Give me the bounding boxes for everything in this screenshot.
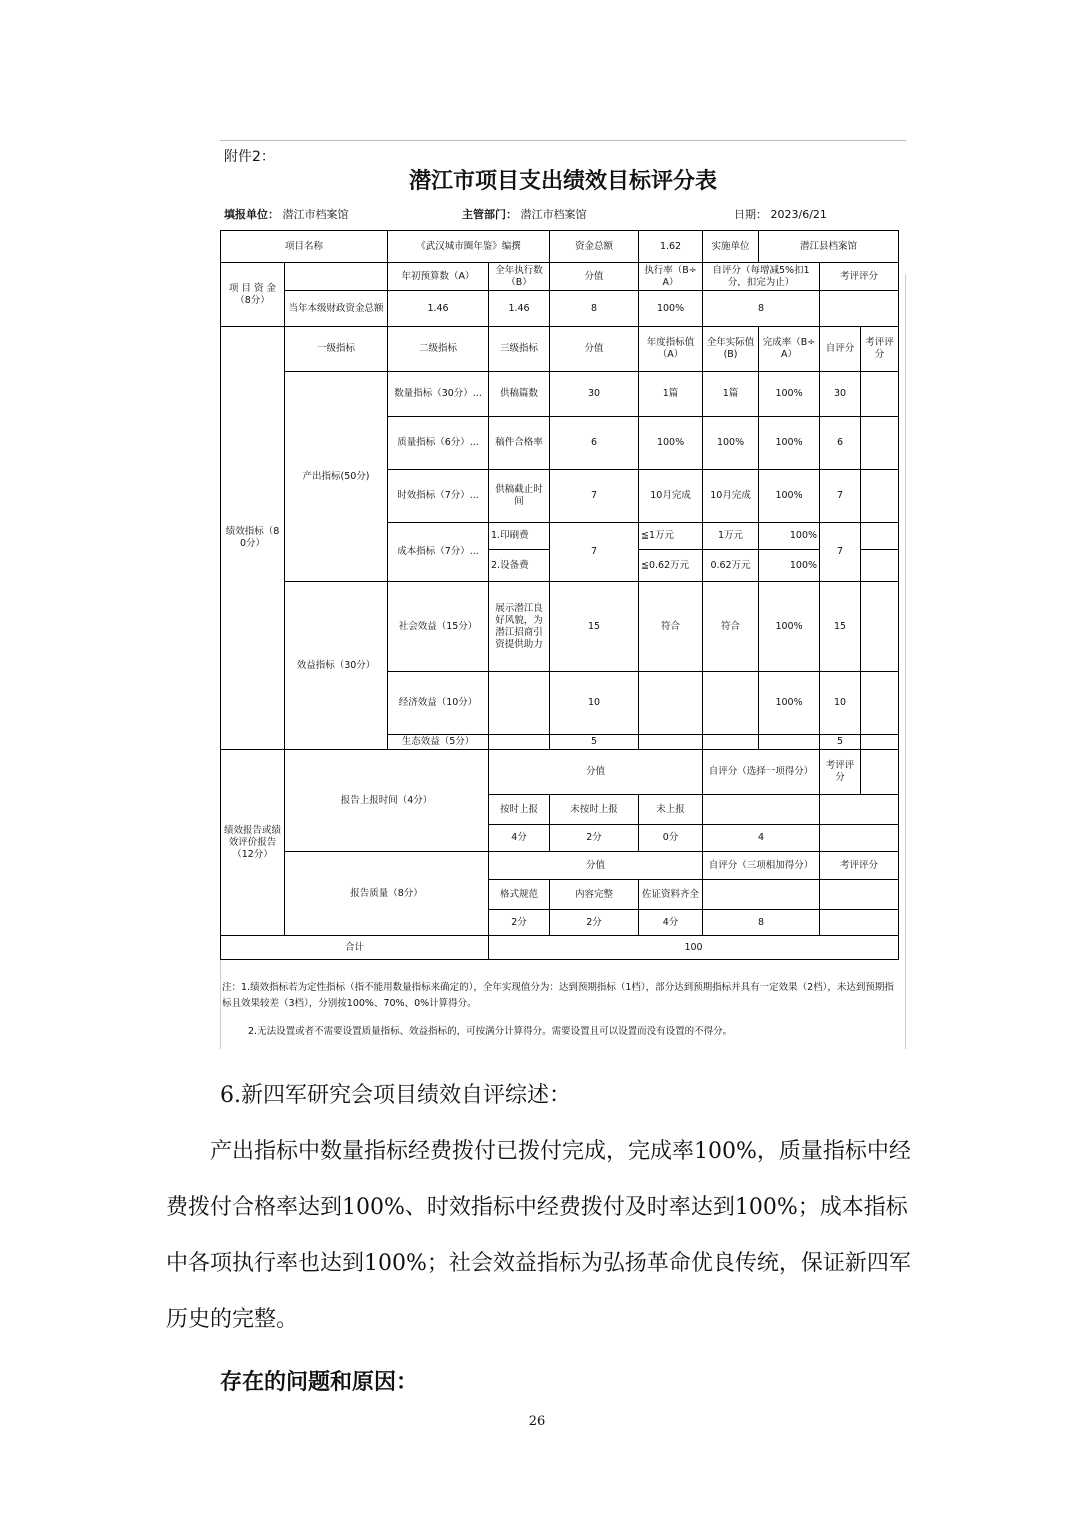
table-cell: 符合	[703, 582, 759, 672]
performance-indicators-label: 绩效指标（80分）	[221, 327, 285, 750]
table-cell	[703, 672, 759, 735]
table-cell	[861, 550, 899, 582]
table-cell: 1.46	[388, 291, 489, 327]
table-cell: 15	[820, 582, 861, 672]
table-cell: 质量指标（6分）...	[388, 417, 489, 470]
table-cell: 一级指标	[285, 327, 388, 372]
table-row	[221, 231, 899, 263]
table-cell: 0分	[639, 825, 703, 852]
project-funds-label: 项 目 资 金（8分）	[221, 263, 285, 327]
table-cell	[861, 417, 899, 470]
annex-label: 附件2：	[224, 149, 275, 165]
table-cell: 全年执行数（B）	[489, 263, 550, 291]
table-cell: 0.62万元	[703, 550, 759, 582]
reporting-unit-value: 潜江市档案馆	[282, 208, 349, 221]
table-cell: 供稿截止时间	[489, 470, 550, 523]
table-cell	[861, 372, 899, 417]
table-cell: 按时上报	[489, 795, 550, 825]
table-cell: 10	[820, 672, 861, 735]
table-cell: 考评评分	[820, 852, 899, 880]
table-cell: 考评评分	[861, 327, 899, 372]
table-row	[221, 582, 899, 672]
table-cell: 自评分（每增减5%扣1分，扣完为止）	[703, 263, 820, 291]
table-cell: 30	[550, 372, 639, 417]
table-cell: 2分	[550, 910, 639, 936]
table-cell: 100%	[759, 672, 820, 735]
table-cell: 10	[550, 672, 639, 735]
table-cell	[820, 880, 899, 910]
table-cell	[489, 672, 550, 735]
fund-total-value: 1.62	[639, 231, 703, 263]
table-cell: 分值	[550, 263, 639, 291]
report-date-value: 2023/6/21	[770, 208, 827, 221]
table-cell	[639, 735, 703, 750]
table-cell: 7	[550, 470, 639, 523]
table-cell: 未按时上报	[550, 795, 639, 825]
table-cell: 6	[820, 417, 861, 470]
table-cell: 自评分（选择一项得分）	[703, 750, 820, 795]
table-cell	[285, 263, 388, 291]
table-cell	[861, 750, 899, 795]
table-cell: 100%	[759, 372, 820, 417]
section-heading: 6.新四军研究会项目绩效自评综述：	[220, 1083, 571, 1108]
table-row	[221, 936, 899, 960]
table-cell	[861, 672, 899, 735]
table-cell: 5	[550, 735, 639, 750]
table-cell: 100%	[639, 291, 703, 327]
note-2: 2.无法设置或者不需要设置质量指标、效益指标的，可按满分计算得分。需要设置且可以设置而没有设置的不得分。	[248, 1026, 733, 1037]
table-cell: 15	[550, 582, 639, 672]
table-cell: 经济效益（10分）	[388, 672, 489, 735]
table-cell	[703, 795, 820, 825]
table-cell: 执行率（B÷A）	[639, 263, 703, 291]
table-cell: 100%	[639, 417, 703, 470]
report-date-label: 日期：	[734, 208, 767, 221]
table-row	[221, 372, 899, 417]
table-cell: 30	[820, 372, 861, 417]
table-cell	[759, 735, 820, 750]
table-cell	[861, 523, 899, 550]
scanned-score-sheet	[220, 134, 906, 1049]
table-cell: 1篇	[703, 372, 759, 417]
implementing-unit-value: 潜江县档案馆	[759, 231, 899, 263]
table-cell: 100%	[759, 550, 820, 582]
table-cell: ≦0.62万元	[639, 550, 703, 582]
table-cell: 7	[820, 470, 861, 523]
competent-dept-label: 主管部门：	[462, 208, 517, 221]
table-cell	[703, 735, 759, 750]
table-cell	[861, 582, 899, 672]
table-cell: 1.印刷费	[489, 523, 550, 550]
table-cell: 1.46	[489, 291, 550, 327]
note-1: 注：1.绩效指标若为定性指标（指不能用数量指标来确定的），全年实现值分为：达到预期指标（1档），部分达到预期指标并具有一定效果（2档），未达到预期指标且效果较差（3档），分别按100%、70%、0%计算得分。	[222, 982, 894, 1009]
subheading: 存在的问题和原因：	[220, 1369, 419, 1395]
reporting-unit	[224, 206, 349, 222]
table-cell: 展示潜江良好风貌，为潜江招商引资提供助力	[489, 582, 550, 672]
output-indicators-label: 产出指标(50分)	[285, 372, 388, 582]
table-cell: 当年本级财政资金总额	[285, 291, 388, 327]
table-cell: 分值	[550, 327, 639, 372]
table-cell: 生态效益（5分）	[388, 735, 489, 750]
table-row	[221, 750, 899, 795]
implementing-unit-label: 实施单位	[703, 231, 759, 263]
table-cell: 4	[703, 825, 820, 852]
table-notes	[222, 980, 902, 1040]
table-cell: 时效指标（7分）...	[388, 470, 489, 523]
report-timeliness-label: 报告上报时间（4分）	[285, 750, 489, 852]
table-cell	[861, 735, 899, 750]
table-cell: 内容完整	[550, 880, 639, 910]
fund-total-label: 资金总额	[550, 231, 639, 263]
table-cell: 100%	[759, 582, 820, 672]
table-cell	[820, 910, 899, 936]
table-cell: 符合	[639, 582, 703, 672]
table-cell: 100%	[703, 417, 759, 470]
total-label: 合计	[221, 936, 489, 960]
reporting-unit-label: 填报单位：	[224, 208, 279, 221]
competent-dept-value: 潜江市档案馆	[520, 208, 587, 221]
table-cell: 1万元	[703, 523, 759, 550]
table-cell: 供稿篇数	[489, 372, 550, 417]
table-cell: 考评评分	[820, 750, 861, 795]
table-cell: 4分	[489, 825, 550, 852]
table-cell: 2分	[489, 910, 550, 936]
table-cell: 4分	[639, 910, 703, 936]
table-cell: 二级指标	[388, 327, 489, 372]
table-cell: 分值	[489, 852, 703, 880]
table-cell: 1篇	[639, 372, 703, 417]
table-cell: 格式规范	[489, 880, 550, 910]
table-cell	[703, 880, 820, 910]
table-cell: 6	[550, 417, 639, 470]
table-cell: 5	[820, 735, 861, 750]
table-cell: 稿件合格率	[489, 417, 550, 470]
table-row	[221, 291, 899, 327]
table-cell: 7	[820, 523, 861, 582]
table-cell: 社会效益（15分）	[388, 582, 489, 672]
table-row	[221, 263, 899, 291]
table-cell: 2.设备费	[489, 550, 550, 582]
performance-report-label: 绩效报告或绩效评价报告（12分）	[221, 750, 285, 936]
table-cell: 考评评分	[820, 263, 899, 291]
table-cell: 100%	[759, 470, 820, 523]
table-row	[221, 852, 899, 880]
report-date	[734, 206, 827, 222]
table-cell	[820, 825, 899, 852]
score-table	[220, 230, 899, 960]
benefit-indicators-label: 效益指标（30分）	[285, 582, 388, 750]
table-cell: 三级指标	[489, 327, 550, 372]
total-value: 100	[489, 936, 899, 960]
body-paragraph: 产出指标中数量指标经费拨付已拨付完成，完成率100%，质量指标中经费拨付合格率达到100%、时效指标中经费拨付及时率达到100%；成本指标中各项执行率也达到100%；社会效益指标为弘扬革命优良传统，保证新四军历史的完整。	[166, 1139, 911, 1332]
table-cell: 自评分（三项相加得分）	[703, 852, 820, 880]
grid-line	[905, 274, 906, 1049]
table-cell: 数量指标（30分）...	[388, 372, 489, 417]
table-cell: 100%	[759, 523, 820, 550]
table-cell: 8	[550, 291, 639, 327]
table-cell	[639, 672, 703, 735]
table-cell: 8	[703, 291, 820, 327]
table-cell	[861, 470, 899, 523]
project-name-value: 《武汉城市圈年鉴》编撰	[388, 231, 550, 263]
table-cell: 未上报	[639, 795, 703, 825]
table-cell: 7	[550, 523, 639, 582]
report-quality-label: 报告质量（8分）	[285, 852, 489, 936]
page-number: 26	[528, 1414, 546, 1429]
table-cell: 完成率（B÷A）	[759, 327, 820, 372]
table-cell	[820, 291, 899, 327]
table-cell: 10月完成	[703, 470, 759, 523]
table-cell	[489, 735, 550, 750]
table-cell: ≦1万元	[639, 523, 703, 550]
spreadsheet-column-ruler	[220, 134, 906, 141]
competent-dept	[462, 206, 587, 222]
table-cell: 100%	[759, 417, 820, 470]
table-cell: 成本指标（7分）...	[388, 523, 489, 582]
document-body	[166, 1068, 914, 1410]
table-cell: 全年实际值(B)	[703, 327, 759, 372]
table-cell: 自评分	[820, 327, 861, 372]
project-name-label: 项目名称	[221, 231, 388, 263]
table-cell: 2分	[550, 825, 639, 852]
table-cell: 10月完成	[639, 470, 703, 523]
table-cell: 佐证资料齐全	[639, 880, 703, 910]
table-cell	[820, 795, 899, 825]
table-cell: 分值	[489, 750, 703, 795]
table-cell: 8	[703, 910, 820, 936]
table-cell: 年初预算数（A）	[388, 263, 489, 291]
table-cell: 年度指标值（A）	[639, 327, 703, 372]
sheet-title: 潜江市项目支出绩效目标评分表	[408, 168, 717, 194]
table-row	[221, 327, 899, 372]
